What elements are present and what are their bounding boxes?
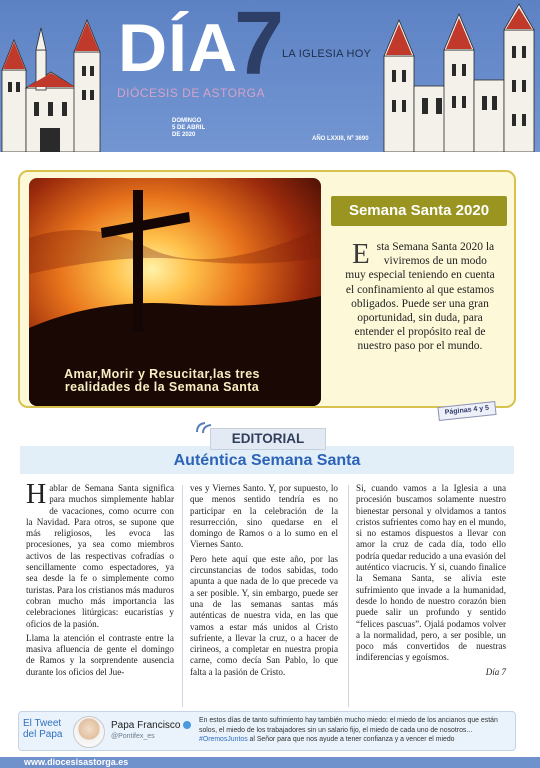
tweet-section-label bbox=[23, 718, 73, 740]
column-1-text-1: ablar de Semana Santa significa para muchos simplemente hablar de vacaciones, como ocurre con la Navidad. Para otros, se supone que más religiosos, les evoca las procesiones, ya sea como miembros activos de las respectivas cofradías o sencillamente como espectadores, ya sea desde la fe o simplemente como turistas. Para los cristianos más maduros cobran mucho más importancia las celebraciones litúrgicas: eucaristías y oficios de la pasión. bbox=[26, 483, 175, 629]
tweet-text bbox=[199, 716, 511, 745]
website-link[interactable]: www.diocesisastorga.es bbox=[24, 757, 129, 767]
editorial-label: EDITORIAL bbox=[210, 428, 326, 450]
pope-tweet-box bbox=[18, 711, 516, 751]
cathedral-illustration-left bbox=[0, 10, 110, 152]
pages-link-badge[interactable]: Páginas 4 y 5 bbox=[437, 401, 496, 421]
feature-dropcap: E bbox=[352, 238, 370, 270]
feature-text bbox=[342, 240, 498, 354]
editorial-signature: Día 7 bbox=[485, 666, 506, 677]
footer-bar bbox=[0, 757, 540, 768]
issue-number: AÑO LXXIII, Nº 3690 bbox=[312, 136, 369, 142]
photo-caption: Amar,Morir y Resucitar,las tres realidades de la Semana Santa bbox=[64, 367, 260, 394]
tweet-body-end: al Señor para que nos ayude a tener confianza y a vencer el miedo bbox=[247, 736, 455, 743]
tweet-label-line-2: del Papa bbox=[23, 729, 63, 740]
tweet-author-text: Papa Francisco bbox=[111, 720, 181, 731]
issue-date bbox=[172, 118, 232, 139]
tweet-hashtag[interactable]: #OremosJuntos bbox=[199, 736, 248, 743]
column-1-paragraph-1 bbox=[26, 479, 175, 630]
logo-subtitle: LA IGLESIA HOY bbox=[282, 48, 372, 60]
cross-sunset-photo bbox=[29, 178, 321, 406]
tweet-label-line-1: El Tweet bbox=[23, 718, 62, 729]
column-divider-1 bbox=[182, 485, 183, 707]
feature-body: sta Semana Santa 2020 la viviremos de un modo muy especial teniendo en cuenta el confinamiento al que estamos obligados. Puede ser una gran oportunidad, sin duda, para entender el propósito real de nuestro paso por el mundo. bbox=[345, 241, 495, 353]
tweet-author-handle[interactable]: @Pontifex_es bbox=[111, 733, 155, 740]
logo-dia: DÍA bbox=[118, 10, 239, 86]
feature-title: Semana Santa 2020 bbox=[331, 196, 507, 226]
pope-avatar bbox=[73, 716, 105, 748]
column-divider-2 bbox=[348, 485, 349, 707]
column-3-paragraph-1: Si, cuando vamos a la Iglesia a una procesión buscamos solamente nuestro bienestar personal y olvidamos a tantos cristos sufrientes como hay en el mundo, si no estamos dispuestos a llevar con amor la cruz de cada día, todo ello podría quedar reducido a una evasión del auténtico viacrucis. Y si, cuando finalice la Semana Santa, se alivia este sufrimiento que invade a la humanidad, desde lo hondo de nuestro corazón bien puede salir un profundo y sentido “felices pascuas”. Ojalá podamos volver a la normalidad, pero, a ser posible, un poco más convertidos de nuestras indiferencias y egoísmos. bbox=[356, 483, 506, 663]
verified-icon bbox=[183, 721, 191, 729]
editorial-column-2 bbox=[190, 483, 338, 681]
editorial-dropcap: H bbox=[26, 479, 47, 510]
tweet-body: En estos días de tanto sufrimiento hay también mucho miedo: el miedo de los ancianos que están solos, el miedo de los trabajadores sin un salario fijo, el miedo de cada uno de nosotros... bbox=[199, 717, 498, 734]
masthead bbox=[0, 0, 540, 152]
editorial-column-1 bbox=[26, 479, 175, 681]
cathedral-illustration-right bbox=[380, 0, 540, 152]
diocese-name: DIÓCESIS DE ASTORGA bbox=[117, 86, 265, 100]
column-2-paragraph-2: Pero hete aquí que este año, por las circunstancias de todos sabidas, todo apunta a que nada de lo que precede va a ser posible. Y, sin embargo, puede ser una de las semanas santas más auténticas de nuestra vida, en las que vamos a estar más unidos al Cristo sufriente, a llevar la cruz, o a hacer de cirineos, a completar en nuestra propia carne, como decía San Pablo, lo que falta a la pasión de Cristo. bbox=[190, 553, 338, 677]
editorial-title: Auténtica Semana Santa bbox=[173, 452, 361, 469]
editorial-column-3 bbox=[356, 483, 506, 678]
date-line-1: DOMINGO bbox=[172, 118, 202, 124]
feature-box bbox=[18, 170, 516, 417]
date-line-2: 5 DE ABRIL bbox=[172, 125, 206, 131]
column-2-paragraph-1: ves y Viernes Santo. Y, por supuesto, lo que menos sentido tendría es no participar en la celebración de la resurrección, sino quedarse en el domingo de Ramos o a lo sumo en el Viernes Santo. bbox=[190, 483, 338, 550]
column-1-paragraph-2: Llama la atención el contraste entre la masiva afluencia de gente el domingo de Ramos y la sorprendente ausencia durante los oficios del Jue- bbox=[26, 632, 174, 677]
logo-seven: 7 bbox=[234, 0, 285, 94]
tweet-author-name bbox=[111, 720, 191, 731]
date-line-3: DE 2020 bbox=[172, 132, 196, 138]
